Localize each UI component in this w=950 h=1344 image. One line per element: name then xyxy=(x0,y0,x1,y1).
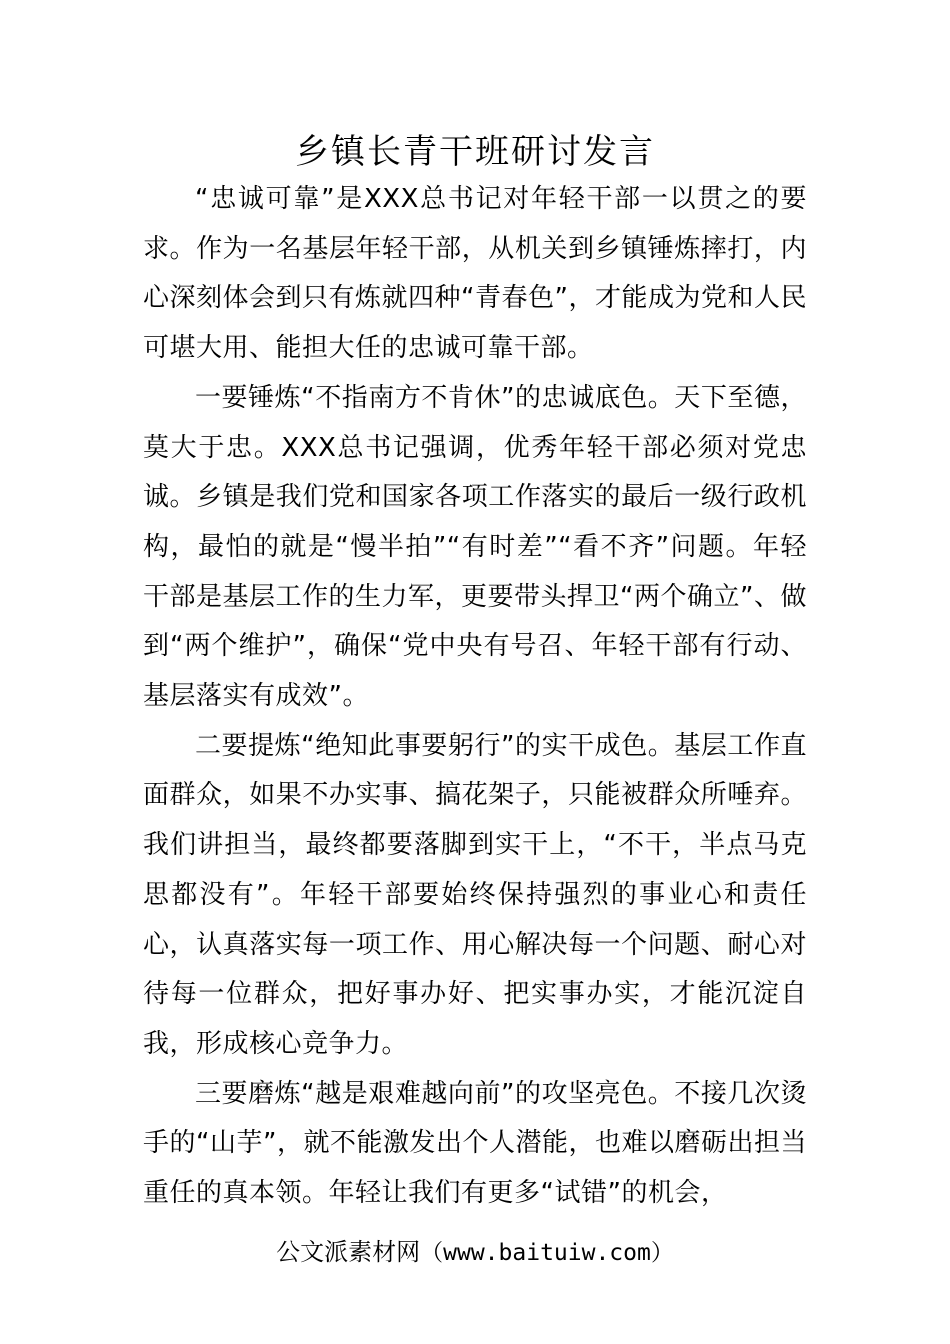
paragraph-point-one: 一要锤炼“不指南方不肯休”的忠诚底色。天下至德，莫大于忠。XXX总书记强调，优秀年轻干部必须对党忠诚。乡镇是我们党和国家各项工作落实的最后一级行政机构，最怕的就是“慢半拍”“有时差”“看不齐”问题。年轻干部是基层工作的生力军，更要带头捍卫“两个确立”、做到“两个维护”，确保“党中央有号召、年轻干部有行动、基层落实有成效”。 xyxy=(143,382,807,712)
page-footer xyxy=(0,1232,950,1273)
paragraph-point-two: 二要提炼“绝知此事要躬行”的实干成色。基层工作直面群众，如果不办实事、搞花架子，只能被群众所唾弃。我们讲担当，最终都要落脚到实干上，“不干，半点马克思都没有”。年轻干部要始终保持强烈的事业心和责任心，认真落实每一项工作、用心解决每一个问题、耐心对待每一位群众，把好事办好、把实事办实，才能沉淀自我，形成核心竞争力。 xyxy=(143,730,807,1059)
document-title: 乡镇长青干班研讨发言 xyxy=(295,132,655,172)
paragraph-intro: “忠诚可靠”是XXX总书记对年轻干部一以贯之的要求。作为一名基层年轻干部，从机关到乡镇锤炼摔打，内心深刻体会到只有炼就四种“青春色”，才能成为党和人民可堪大用、能担大任的忠诚可靠干部。 xyxy=(143,184,807,364)
paragraph-point-three: 三要磨炼“越是艰难越向前”的攻坚亮色。不接几次烫手的“山芋”，就不能激发出个人潜能，也难以磨砺出担当重任的真本领。年轻让我们有更多“试错”的机会， xyxy=(143,1078,807,1209)
footer-site-url: （www.baituiw.com） xyxy=(420,1240,674,1266)
footer-site-name: 公文派素材网 xyxy=(276,1238,421,1266)
document-body xyxy=(143,175,807,1219)
